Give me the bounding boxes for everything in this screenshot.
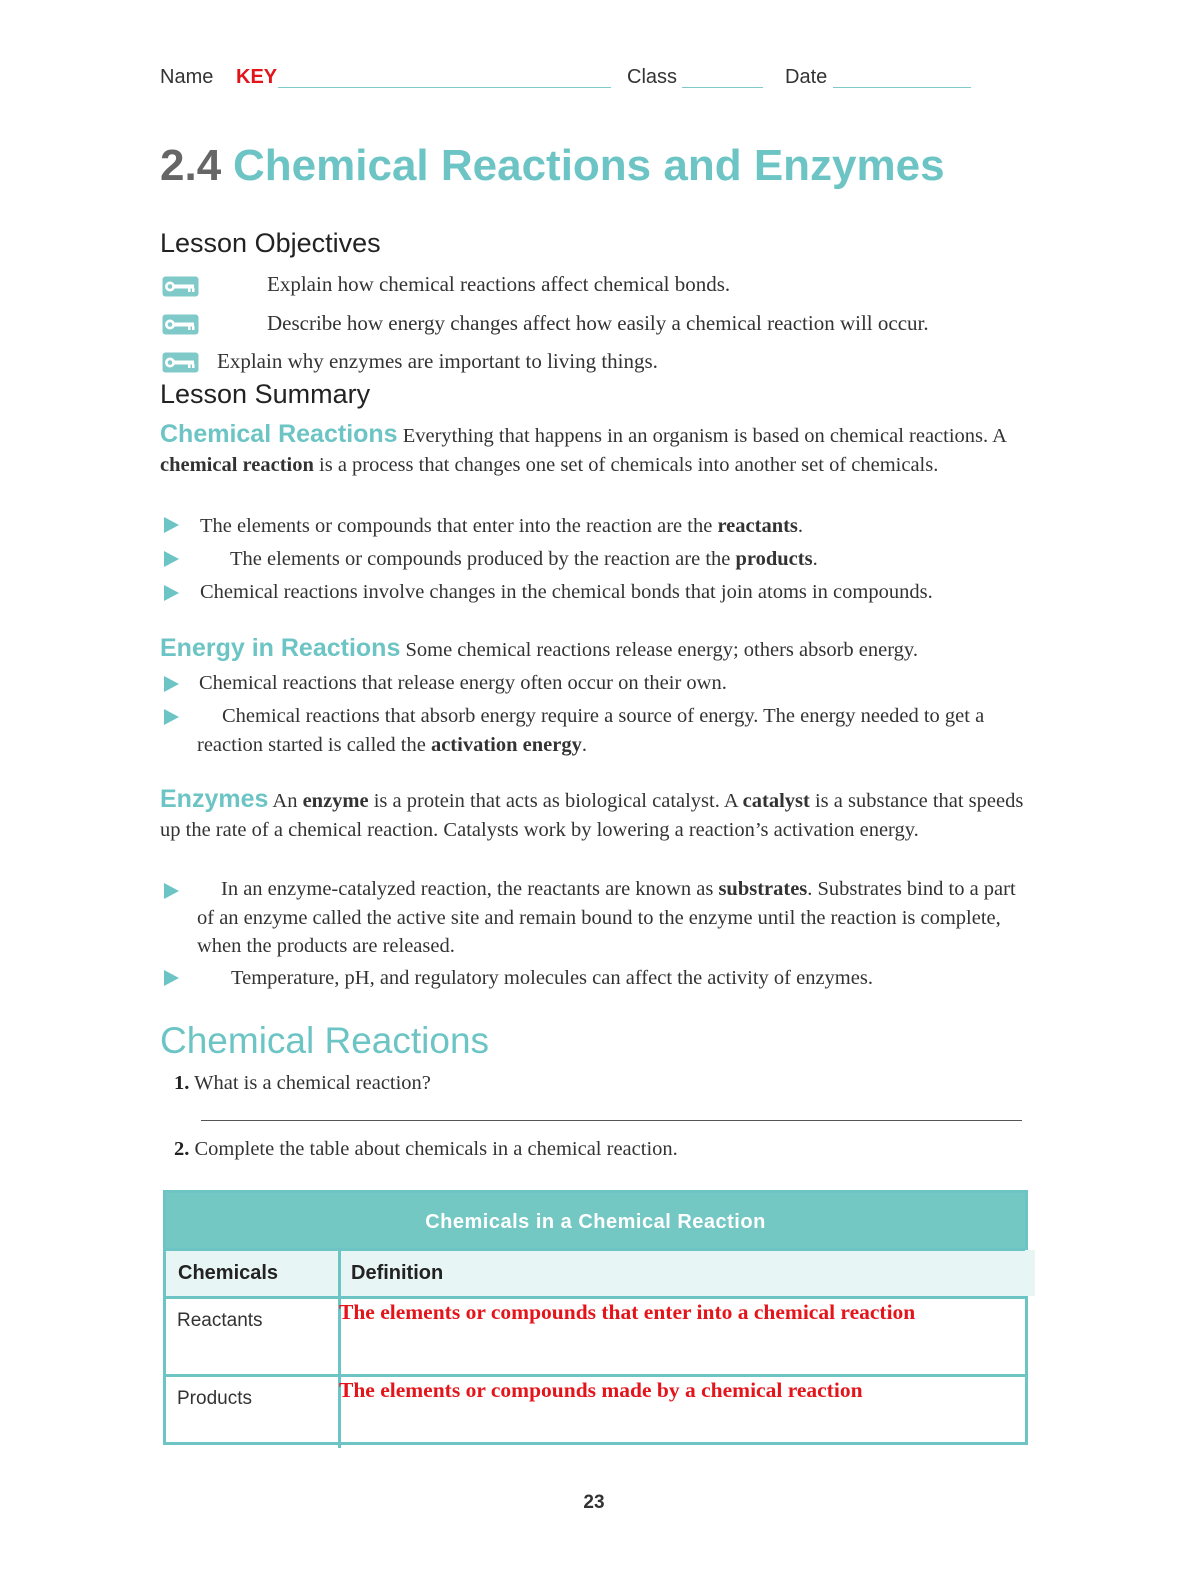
table-divider [166, 1248, 1025, 1251]
energy-subhead: Energy in Reactions [160, 634, 401, 662]
table-divider [166, 1296, 1025, 1299]
name-value: KEY [236, 66, 278, 88]
enzymes-paragraph: Enzymes An enzyme is a protein that acts as biological catalyst. A catalyst is a substance that speeds up the rate of a chemical reaction. Catalysts work by lowering a reaction’s activation energy. [160, 785, 1024, 841]
chem-bullet-2: The elements or compounds produced by the reaction are the products. [230, 548, 818, 570]
objective-3: Explain why enzymes are important to living things. [217, 349, 658, 373]
lesson-number: 2.4 [160, 141, 222, 190]
table-divider [166, 1374, 1025, 1377]
energy-text: Some chemical reactions release energy; others absorb energy. [405, 639, 918, 661]
table-cell-definition[interactable]: The elements or compounds that enter into a chemical reaction [339, 1300, 916, 1324]
chem-reactions-subhead: Chemical Reactions [160, 420, 398, 448]
bullet-arrow-icon [164, 517, 179, 533]
column-header-definition: Definition [341, 1250, 1035, 1296]
bullet-arrow-icon [164, 883, 179, 899]
date-line [833, 87, 971, 88]
enzyme-term: enzyme [302, 790, 369, 812]
table-cell-chemical: Products [177, 1388, 252, 1409]
bullet-arrow-icon [164, 709, 179, 725]
question-2: 2. Complete the table about chemicals in a chemical reaction. [174, 1138, 678, 1160]
chem-text-1: Everything that happens in an organism is based on chemical reactions. A [402, 425, 1006, 447]
catalyst-term: catalyst [742, 790, 810, 812]
date-label: Date [785, 66, 828, 88]
question-1: 1. What is a chemical reaction? [174, 1072, 431, 1094]
enzymes-bullet-2: Temperature, pH, and regulatory molecules can affect the activity of enzymes. [231, 967, 873, 989]
key-icon [162, 314, 199, 335]
key-icon [162, 352, 199, 373]
page-number: 23 [583, 1492, 605, 1513]
class-label: Class [627, 66, 678, 88]
section-title: Chemical Reactions [160, 1020, 490, 1061]
energy-bullet-2: Chemical reactions that absorb energy require a source of energy. The energy needed to get a reaction started is called the activation energy. [197, 705, 985, 756]
bullet-arrow-icon [164, 551, 179, 567]
chem-term-reaction: chemical reaction [160, 453, 314, 476]
chem-reactions-paragraph [160, 420, 1040, 479]
name-label: Name [160, 66, 214, 88]
chemicals-table [163, 1190, 1028, 1445]
answer-line[interactable] [201, 1120, 1022, 1121]
objectives-heading: Lesson Objectives [160, 228, 381, 258]
bullet-arrow-icon [164, 585, 179, 601]
class-line [682, 87, 763, 88]
table-cell-chemical: Reactants [177, 1310, 263, 1331]
table-divider [338, 1248, 341, 1448]
enzymes-bullet-1: In an enzyme-catalyzed reaction, the reactants are known as substrates. Substrates bind to a part of an enzyme called the active site and remain bound to the enzyme until the reaction is complete, when the products are released. [197, 878, 1016, 957]
bullet-arrow-icon [164, 676, 179, 692]
page-title: Chemical Reactions and Enzymes [233, 141, 945, 190]
column-header-chemicals: Chemicals [166, 1250, 350, 1296]
chem-text-2: is a process that changes one set of chemicals into another set of chemicals. [319, 453, 939, 476]
energy-bullet-1: Chemical reactions that release energy often occur on their own. [199, 672, 727, 694]
energy-paragraph [160, 634, 1040, 665]
chem-bullet-3: Chemical reactions involve changes in the chemical bonds that join atoms in compounds. [200, 581, 933, 603]
objective-2: Describe how energy changes affect how easily a chemical reaction will occur. [267, 311, 929, 335]
bullet-arrow-icon [164, 970, 179, 986]
enzymes-subhead: Enzymes [160, 785, 269, 813]
name-line [278, 87, 611, 88]
key-icon [162, 276, 199, 297]
table-cell-definition[interactable]: The elements or compounds made by a chemical reaction [339, 1378, 863, 1402]
objective-1: Explain how chemical reactions affect chemical bonds. [267, 272, 731, 296]
table-title: Chemicals in a Chemical Reaction [166, 1193, 1025, 1248]
summary-heading: Lesson Summary [160, 379, 371, 409]
chem-bullet-1: The elements or compounds that enter into the reaction are the reactants. [200, 515, 804, 537]
